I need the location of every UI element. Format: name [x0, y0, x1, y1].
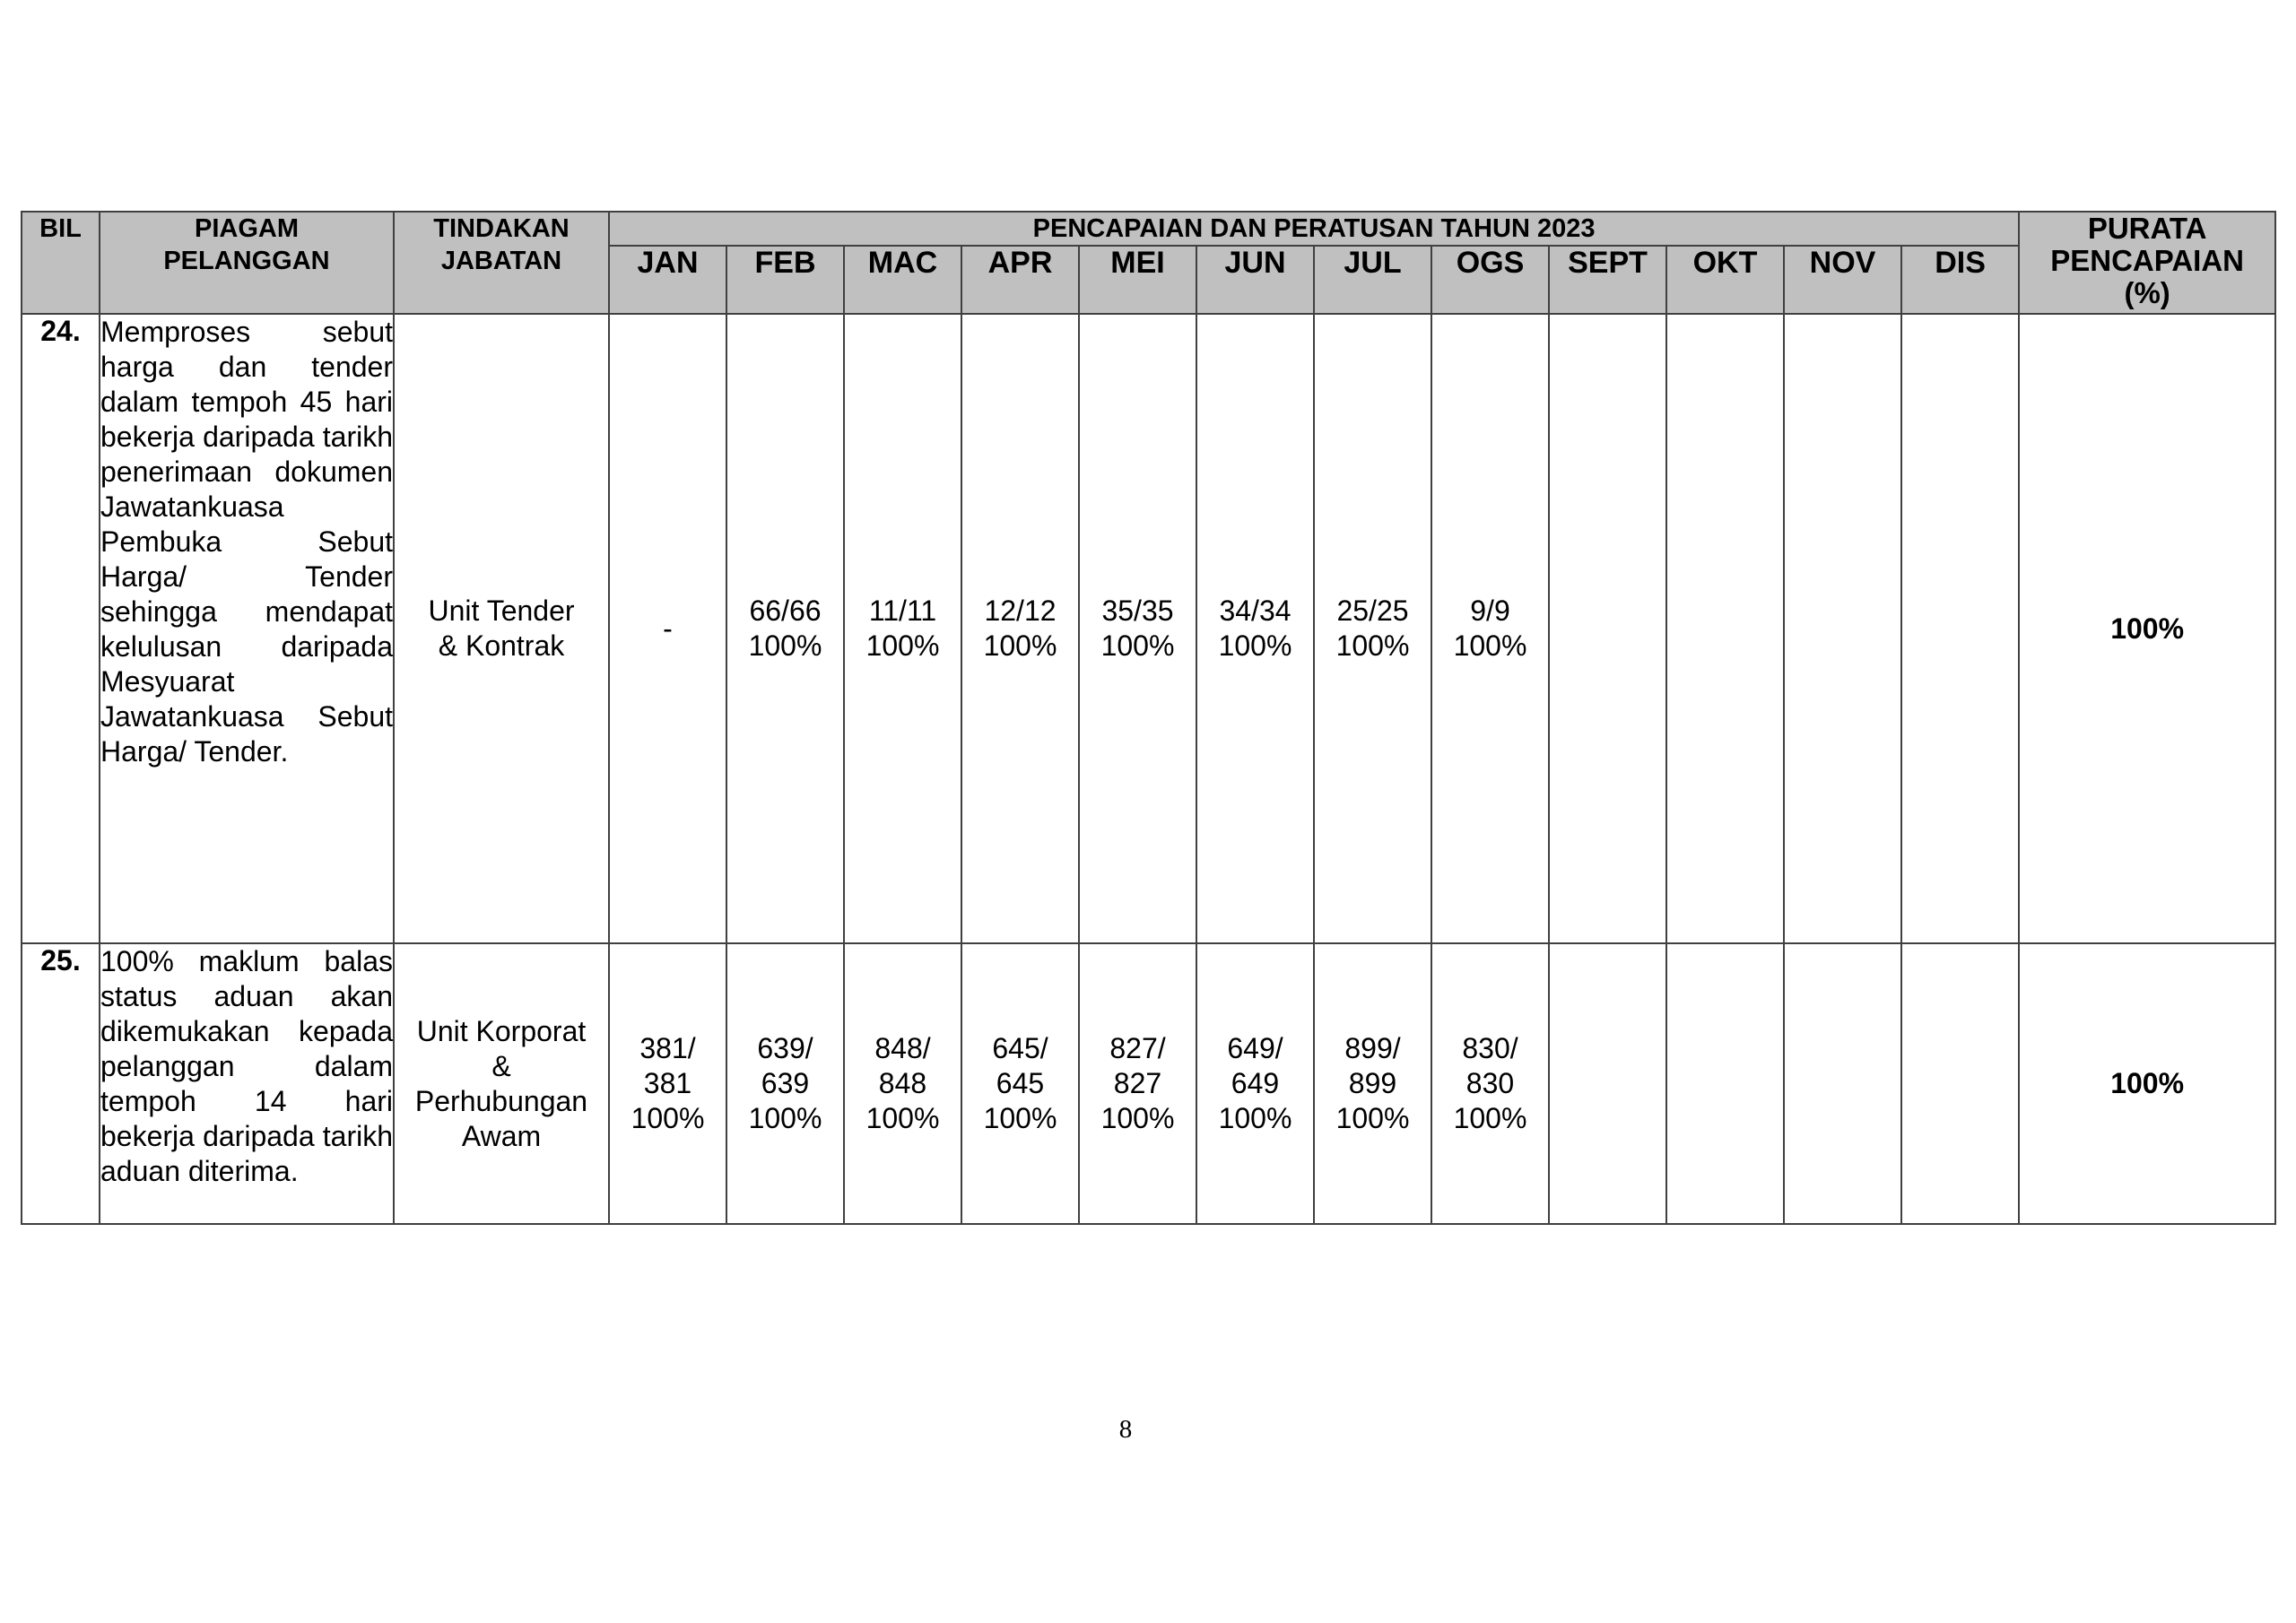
header-month: NOV — [1784, 246, 1901, 314]
row-month-cell — [726, 314, 844, 943]
cell-line: 100% — [865, 1102, 940, 1134]
cell-line: 649/ — [1227, 1032, 1283, 1064]
cell-line: 66/66 — [749, 595, 822, 627]
row-bil: 24. — [22, 314, 100, 943]
row-month-cell — [1314, 943, 1431, 1224]
page-number: 8 — [1118, 1415, 1133, 1444]
row-month-cell — [1666, 314, 1784, 943]
cell-line: 827/ — [1109, 1032, 1166, 1064]
cell-line: 12/12 — [984, 595, 1057, 627]
cell-line: 639/ — [757, 1032, 813, 1064]
row-tindakan-line: Unit Tender — [428, 595, 575, 627]
header-month: JAN — [609, 246, 726, 314]
header-month: FEB — [726, 246, 844, 314]
cell-line: 100% — [1100, 1102, 1175, 1134]
row-piagam: 100% maklum balas status aduan akan dikemukakan kepada pelanggan dalam tempoh 14 hari bekerja daripada tarikh aduan diterima. — [100, 943, 394, 1224]
row-tindakan-line: Unit Korporat — [416, 1014, 587, 1047]
row-month-cell — [609, 943, 726, 1224]
cell-line: 25/25 — [1336, 595, 1409, 627]
header-tindakan-line: JABATAN — [440, 247, 562, 275]
header-bil: BIL — [22, 212, 100, 314]
row-month-cell — [726, 943, 844, 1224]
row-purata: 100% — [2019, 943, 2275, 1224]
row-month-cell — [1666, 943, 1784, 1224]
cell-line: 639 — [761, 1067, 810, 1099]
cell-line: 100% — [1218, 629, 1292, 662]
cell-line: 100% — [1453, 1102, 1527, 1134]
header-purata — [2019, 212, 2275, 314]
cell-line: 830 — [1465, 1067, 1515, 1099]
row-month-cell — [1431, 314, 1549, 943]
cell-line: 899 — [1348, 1067, 1397, 1099]
header-month: SEPT — [1549, 246, 1666, 314]
row-month-cell — [1431, 943, 1549, 1224]
row-month-cell — [1549, 314, 1666, 943]
row-tindakan-line: & — [491, 1049, 511, 1082]
header-piagam-line: PELANGGAN — [163, 247, 330, 275]
header-purata-line: PENCAPAIAN — [2050, 244, 2244, 277]
cell-line: 381/ — [639, 1032, 696, 1064]
header-month: JUL — [1314, 246, 1431, 314]
cell-line: 645/ — [992, 1032, 1048, 1064]
row-month-cell — [961, 943, 1079, 1224]
row-month-cell — [1901, 943, 2019, 1224]
header-month: OGS — [1431, 246, 1549, 314]
cell-line: 827 — [1113, 1067, 1162, 1099]
row-month-cell — [844, 943, 961, 1224]
row-month-cell — [961, 314, 1079, 943]
header-piagam — [100, 212, 394, 314]
cell-line: 381 — [643, 1067, 692, 1099]
row-month-cell — [1784, 943, 1901, 1224]
cell-line: 11/11 — [868, 595, 937, 627]
cell-line: 645 — [996, 1067, 1045, 1099]
table-row — [22, 314, 2275, 943]
row-month-cell — [1079, 314, 1196, 943]
row-tindakan — [394, 314, 609, 943]
row-month-cell — [609, 314, 726, 943]
row-month-cell — [844, 314, 961, 943]
cell-line: 100% — [1218, 1102, 1292, 1134]
row-month-cell — [1196, 314, 1314, 943]
cell-line: 100% — [983, 1102, 1057, 1134]
cell-line: 9/9 — [1470, 595, 1510, 627]
cell-line: 848 — [878, 1067, 927, 1099]
header-month: JUN — [1196, 246, 1314, 314]
row-piagam: Memproses sebut harga dan tender dalam tempoh 45 hari bekerja daripada tarikh penerimaan dokumen Jawatankuasa Pembuka Sebut Harga/ Tender sehingga mendapat kelulusan daripada Mesyuarat Jawatankuasa Sebut Harga/ Tender. — [100, 314, 394, 943]
cell-line: 35/35 — [1101, 595, 1174, 627]
header-tindakan — [394, 212, 609, 314]
row-month-cell — [1196, 943, 1314, 1224]
row-bil: 25. — [22, 943, 100, 1224]
cell-line: 100% — [631, 1102, 705, 1134]
cell-line: - — [663, 612, 673, 645]
header-month: OKT — [1666, 246, 1784, 314]
row-tindakan — [394, 943, 609, 1224]
row-month-cell — [1549, 943, 1666, 1224]
cell-line: 100% — [1335, 1102, 1410, 1134]
row-tindakan-line: & Kontrak — [438, 629, 565, 662]
row-month-cell — [1314, 314, 1431, 943]
header-month: DIS — [1901, 246, 2019, 314]
achievement-table — [21, 211, 2276, 1225]
row-month-cell — [1784, 314, 1901, 943]
cell-line: 830/ — [1462, 1032, 1518, 1064]
cell-line: 100% — [748, 629, 822, 662]
header-pencapaian: PENCAPAIAN DAN PERATUSAN TAHUN 2023 — [609, 212, 2019, 246]
cell-line: 34/34 — [1219, 595, 1292, 627]
cell-line: 100% — [1335, 629, 1410, 662]
cell-line: 100% — [983, 629, 1057, 662]
row-purata: 100% — [2019, 314, 2275, 943]
cell-line: 899/ — [1344, 1032, 1401, 1064]
row-tindakan-line: Awam — [461, 1119, 542, 1152]
cell-line: 100% — [865, 629, 940, 662]
row-tindakan-line: Perhubungan — [414, 1084, 588, 1117]
cell-line: 100% — [1453, 629, 1527, 662]
header-month: APR — [961, 246, 1079, 314]
row-month-cell — [1901, 314, 2019, 943]
header-month: MEI — [1079, 246, 1196, 314]
cell-line: 848/ — [874, 1032, 931, 1064]
row-month-cell — [1079, 943, 1196, 1224]
header-month: MAC — [844, 246, 961, 314]
header-piagam-line: PIAGAM — [195, 214, 299, 243]
cell-line: 100% — [748, 1102, 822, 1134]
header-purata-line: (%) — [2124, 276, 2170, 309]
cell-line: 649 — [1231, 1067, 1280, 1099]
header-purata-line: PURATA — [2087, 212, 2207, 245]
table-row — [22, 943, 2275, 1224]
header-tindakan-line: TINDAKAN — [433, 214, 570, 243]
cell-line: 100% — [1100, 629, 1175, 662]
